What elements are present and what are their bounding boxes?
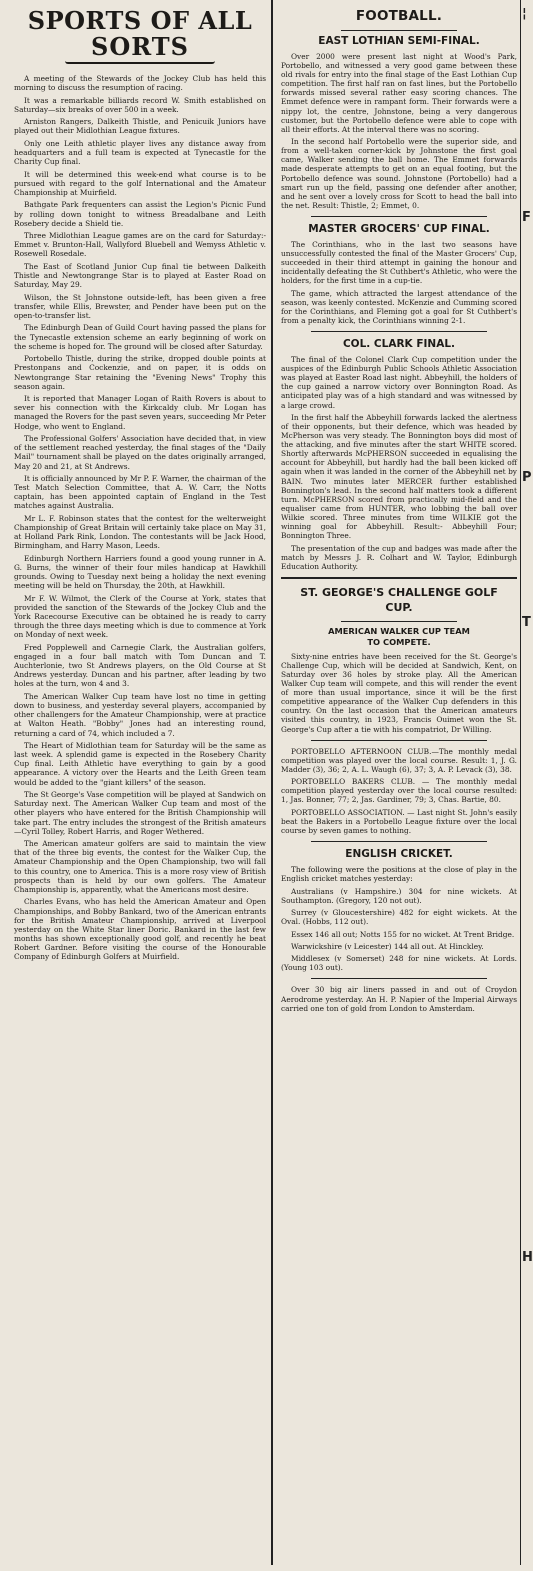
col-clark-heading: COL. CLARK FINAL. [342, 338, 456, 351]
divider [281, 577, 517, 579]
article-paragraph: In the second half Portobello were the superior side, and from a well-taken corner-kick by Johnstone the first goal came, Walker sending the ball home. The Emmet forwards made desperate attempts to get on an equal footing, but the Portobello defence was sound. Johnstone (Portobello) had a smart run up the field, passing one defender after another, and he sent over a lovely cross for Scott to head the ball into the net. Result: Thistle, 2; Emmet, 0. [281, 137, 517, 210]
st-georges-subheading-line-1: AMERICAN WALKER CUP TEAM [328, 625, 470, 636]
cricket-paragraph: Essex 146 all out; Notts 155 for no wicket. At Trent Bridge. [291, 929, 515, 939]
news-paragraph: The St George's Vase competition will be played at Sandwich on Saturday next. The American Walker Cup team and most of the other players who have entered for the British Championship will take part. The entry includes the strongest of the British amateurs—Cyril Tolley, Robert Harris, and Roger Wethered. [14, 790, 266, 836]
edge-fragment: F [522, 210, 531, 225]
news-paragraph: Fred Popplewell and Carnegie Clark, the Australian golfers, engaged in a four ball match with Tom Duncan and T. Auchterlonie, two St Andrews players, on the Old Course at St Andrews yesterday. Duncan and his partner, after leading by two holes at the turn, won 4 and 3. [14, 642, 266, 689]
divider [341, 30, 457, 31]
st-georges-article [281, 652, 517, 734]
cricket-paragraph: Middlesex (v Somerset) 248 for nine wickets. At Lords. (Young 103 out). [281, 954, 517, 973]
edge-fragment: H [522, 1250, 533, 1265]
article-paragraph: The game, which attracted the largest attendance of the season, was keenly contested. McKenzie and Cumming scored for the Corinthians, and Fleming got a goal for St Cuthbert's from a penalty kick, the Corinthians winning 2-1. [281, 288, 517, 325]
news-paragraph: It is officially announced by Mr P. F. Warner, the chairman of the Test Match Selection Committee, that A. W. Carr, the Notts captain, has been appointed captain of England in the Test matches against Australia. [14, 473, 266, 511]
edge-fragment: P [522, 470, 532, 485]
football-heading: FOOTBALL. [355, 8, 443, 24]
article-paragraph: The presentation of the cup and badges was made after the match by Messrs J. R. Colhart and W. Taylor, Edinburgh Education Authority. [281, 543, 517, 571]
news-paragraph: The Professional Golfers' Association have decided that, in view of the settlement reached yesterday, the final stages of the "Daily Mail" tournament shall be played on the dates originally arranged, May 20 and 21, at St Andrews. [14, 434, 266, 471]
news-paragraph: Three Midlothian League games are on the card for Saturday:- Emmet v. Brunton-Hall, Wallyford Bluebell and Wemyss Athletic v. Rosewell Rosedale. [14, 231, 266, 259]
left-paragraphs [14, 74, 266, 961]
news-paragraph: The Heart of Midlothian team for Saturday will be the same as last week. A splendid game is expected in the Rosebery Charity Cup final. Leith Athletic have everything to gain by a good appearance. A victory over the Hearts and the Leith Green team would be added to the "giant killers" of the season. [14, 740, 266, 787]
left-column [14, 6, 266, 1571]
news-paragraph: Wilson, the St Johnstone outside-left, has been given a free transfer, while Ellis, Brewster, and Pender have been put on the open-to-transfer list. [14, 292, 266, 320]
news-paragraph: The American amateur golfers are said to maintain the view that of the three big events, the contest for the Walker Cup, the Amateur Championship and the Open Championship, two will fall to this country, one to America. This is a more rosy view of British prospects than is held by our own golfers. The Amateur Championship is, apparently, what the Americans most desire. [14, 839, 266, 894]
news-paragraph: Mr F. W. Wilmot, the Clerk of the Course at York, states that provided the sanction of the Stewards of the Jockey Club and the York Racecourse Executive can be obtained he is ready to carry through the three days meeting which is due to commence at York on Monday of next week. [14, 593, 266, 640]
english-cricket-heading: ENGLISH CRICKET. [345, 848, 453, 861]
cricket-paragraph: The following were the positions at the close of play in the English cricket matches yesterday: [281, 865, 517, 884]
club-notes [281, 747, 517, 835]
column-divider [271, 0, 273, 1565]
st-georges-heading-line-2: CUP. [385, 600, 413, 614]
news-paragraph: It will be determined this week-end what course is to be pursued with regard to the golf International and the Amateur Championship at Muirfield. [14, 169, 266, 197]
column-masthead [14, 8, 266, 64]
col-clark-article [281, 355, 517, 571]
article-paragraph: The final of the Colonel Clark Cup competition under the auspices of the Edinburgh Public Schools Athletic Association was played at Easter Road last night. Abbeyhill, the holders of the cup gained a narrow victory over Bonnington Road. As anticipated play was of a high standard and was witnessed by a large crowd. [281, 355, 517, 410]
east-lothian-heading: EAST LOTHIAN SEMI-FINAL. [318, 35, 480, 47]
news-paragraph: The American Walker Cup team have lost no time in getting down to business, and yesterday several players, accompanied by other challengers for the Amateur Championship, were at practice at Walton Heath. "Bobby" Jones had an interesting round, returning a card of 74, which included a 7. [14, 691, 266, 738]
news-paragraph: Edinburgh Northern Harriers found a good young runner in A. G. Burns, the winner of their four miles handicap at Hawkhill grounds. Owing to Tuesday next being a holiday the next evening meeting will be held on Thursday, the 20th, at Hawkhill. [14, 553, 266, 591]
club-paragraph: PORTOBELLO ASSOCIATION. — Last night St. John's easily beat the Bakers in a Portobello League fixture over the local course by seven games to nothing. [281, 807, 517, 835]
news-paragraph: Charles Evans, who has held the American Amateur and Open Championships, and Bobby Bankard, two of the American entrants for the British Amateur Championship, arrived at Liverpool yesterday on the White Star liner Doric. Bankard in the last few months has shown exceptionally good golf, and recently he beat Robert Gardner. Before visiting the course of the Honourable Company of Edinburgh Golfers at Muirfield. [14, 897, 266, 962]
divider [311, 841, 487, 842]
english-cricket-article [281, 865, 517, 972]
news-paragraph: Only one Leith athletic player lives any distance away from headquarters and a full team is expected at Tynecastle for the Charity Cup final. [14, 138, 266, 167]
edge-fragment: T [522, 615, 531, 630]
master-grocers-heading: MASTER GROCERS' CUP FINAL. [308, 222, 490, 235]
news-paragraph: It was a remarkable billiards record W. Smith established on Saturday—six breaks of over 500 in a week. [14, 95, 266, 114]
article-paragraph: Sixty-nine entries have been received for the St. George's Challenge Cup, which will be decided at Sandwich, Kent, on Saturday over 36 holes by stroke play. All the American Walker Cup team will compete, and this will render the event of more than usual importance, since it will be the first competitive appearance of the Walker Cup defenders in this country. On the last occasion that the American amateurs visited this country, in 1923, Francis Ouimet won the St. George's Cup after a tie with his compatriot, Dr Willing. [281, 651, 517, 734]
cricket-paragraph: Warwickshire (v Leicester) 144 all out. At Hinckley. [291, 941, 484, 951]
article-paragraph: The Corinthians, who in the last two seasons have unsuccessfully contested the final of the Master Grocers' Cup, succeeded in their third attempt in gaining the honour and incidentally defeating the St Cuthbert's Athletic, who were the holders, for the first time in a cup-tie. [281, 239, 517, 286]
master-grocers-article [281, 240, 517, 325]
edge-fragment: ¦ [522, 6, 527, 21]
divider [341, 621, 457, 622]
news-paragraph: The Edinburgh Dean of Guild Court having passed the plans for the Tynecastle extension scheme an early beginning of work on the scheme is hoped for. The ground will be closed after Saturday. [14, 323, 266, 351]
divider [311, 740, 487, 741]
masthead-line-1: SPORTS OF ALL [27, 6, 253, 35]
air-liners-paragraph: Over 30 big air liners passed in and out of Croydon Aerodrome yesterday. An H. P. Napier of the Imperial Airways carried one ton of gold from London to Amsterdam. [281, 985, 517, 1013]
news-paragraph: A meeting of the Stewards of the Jockey Club has held this morning to discuss the resumption of racing. [14, 74, 266, 93]
news-paragraph: Mr L. F. Robinson states that the contest for the welterweight Championship of Great Britain will certainly take place on May 31, at Holland Park Rink, London. The contestants will be Jack Hood, Birmingham, and Harry Mason, Leeds. [14, 513, 266, 551]
article-paragraph: Over 2000 were present last night at Wood's Park, Portobello, and witnessed a very good game between these old rivals for entry into the final stage of the East Lothian Cup competition. The first half ran on fast lines, but the Portobello forwards missed several rather easy scoring chances. The Emmet defence were in rampant form. Their forwards were a nippy lot, the centre, Johnstone, being a very dangerous customer, but the Portobello defence were able to cope with all their efforts. At the interval there was no scoring. [281, 52, 517, 134]
news-paragraph: The East of Scotland Junior Cup final tie between Dalkeith Thistle and Newtongrange Star is to played at Easter Road on Saturday, May 29. [14, 261, 266, 290]
news-paragraph: Arniston Rangers, Dalkeith Thistle, and Penicuik Juniors have played out their Midlothian League fixtures. [14, 117, 266, 136]
news-paragraph: Portobello Thistle, during the strike, dropped double points at Prestonpans and Cockenzie, and on paper, it is odds on Newtongrange Star retaining the "Evening News" Trophy this season again. [14, 354, 266, 391]
east-lothian-article [281, 52, 517, 210]
divider [311, 331, 487, 332]
masthead-line-2: SORTS [91, 32, 189, 61]
divider [311, 978, 487, 979]
cricket-paragraph: Surrey (v Gloucestershire) 482 for eight wickets. At the Oval. (Hobbs, 112 out). [281, 908, 517, 927]
st-georges-heading [281, 585, 517, 615]
club-paragraph: PORTOBELLO AFTERNOON CLUB.—The monthly medal competition was played over the local course. Result: 1, J. G. Madder (3), 36; 2, A. L. Waugh (6), 37; 3, A. P. Levack (3), 38. [281, 746, 517, 774]
st-georges-subheading [281, 626, 517, 648]
cricket-paragraph: Australians (v Hampshire.) 304 for nine wickets. At Southampton. (Gregory, 120 not out). [281, 886, 517, 905]
article-paragraph: In the first half the Abbeyhill forwards lacked the alertness of their opponents, but their defence, which was headed by McPherson was very steady. The Bonnington boys did most of the attacking, and five minutes after the start WHITE scored. Shortly afterwards McPHERSON succeeded in equalising the account for Abbeyhill, but hardly had the ball been kicked off again when it was landed in the corner of the Abbeyhill net by BAIN. Two minutes later MERCER further established Bonnington's lead. In the second half matters took a different turn. McPHERSON scored from practically mid-field and the equaliser came from HUNTER, who lobbing the ball over Wilkie scored. Three minutes from time WILKIE got the winning goal for Abbeyhill. Result:- Abbeyhill Four; Bonnington Three. [281, 412, 517, 541]
news-paragraph: It is reported that Manager Logan of Raith Rovers is about to sever his connection with the Kirkcaldy club. Mr Logan has managed the Rovers for the past seven years, succeeding Mr Peter Hodge, who went to England. [14, 394, 266, 431]
club-paragraph: PORTOBELLO BAKERS CLUB. — The monthly medal competition played yesterday over the local course resulted: 1, Jas. Bonner, 77; 2, Jas. Gardiner, 79; 3, Chas. Bartie, 80. [281, 777, 517, 805]
masthead-swash [65, 61, 215, 64]
divider [311, 216, 487, 217]
news-paragraph: Bathgate Park frequenters can assist the Legion's Picnic Fund by rolling down tonight to witness Breadalbane and Leith Rosebery decide a Shield tie. [14, 200, 266, 228]
column-divider-right [520, 0, 521, 1565]
st-georges-heading-line-1: ST. GEORGE'S CHALLENGE GOLF [300, 585, 498, 599]
right-column [281, 6, 517, 1571]
st-georges-subheading-line-2: TO COMPETE. [367, 636, 431, 647]
